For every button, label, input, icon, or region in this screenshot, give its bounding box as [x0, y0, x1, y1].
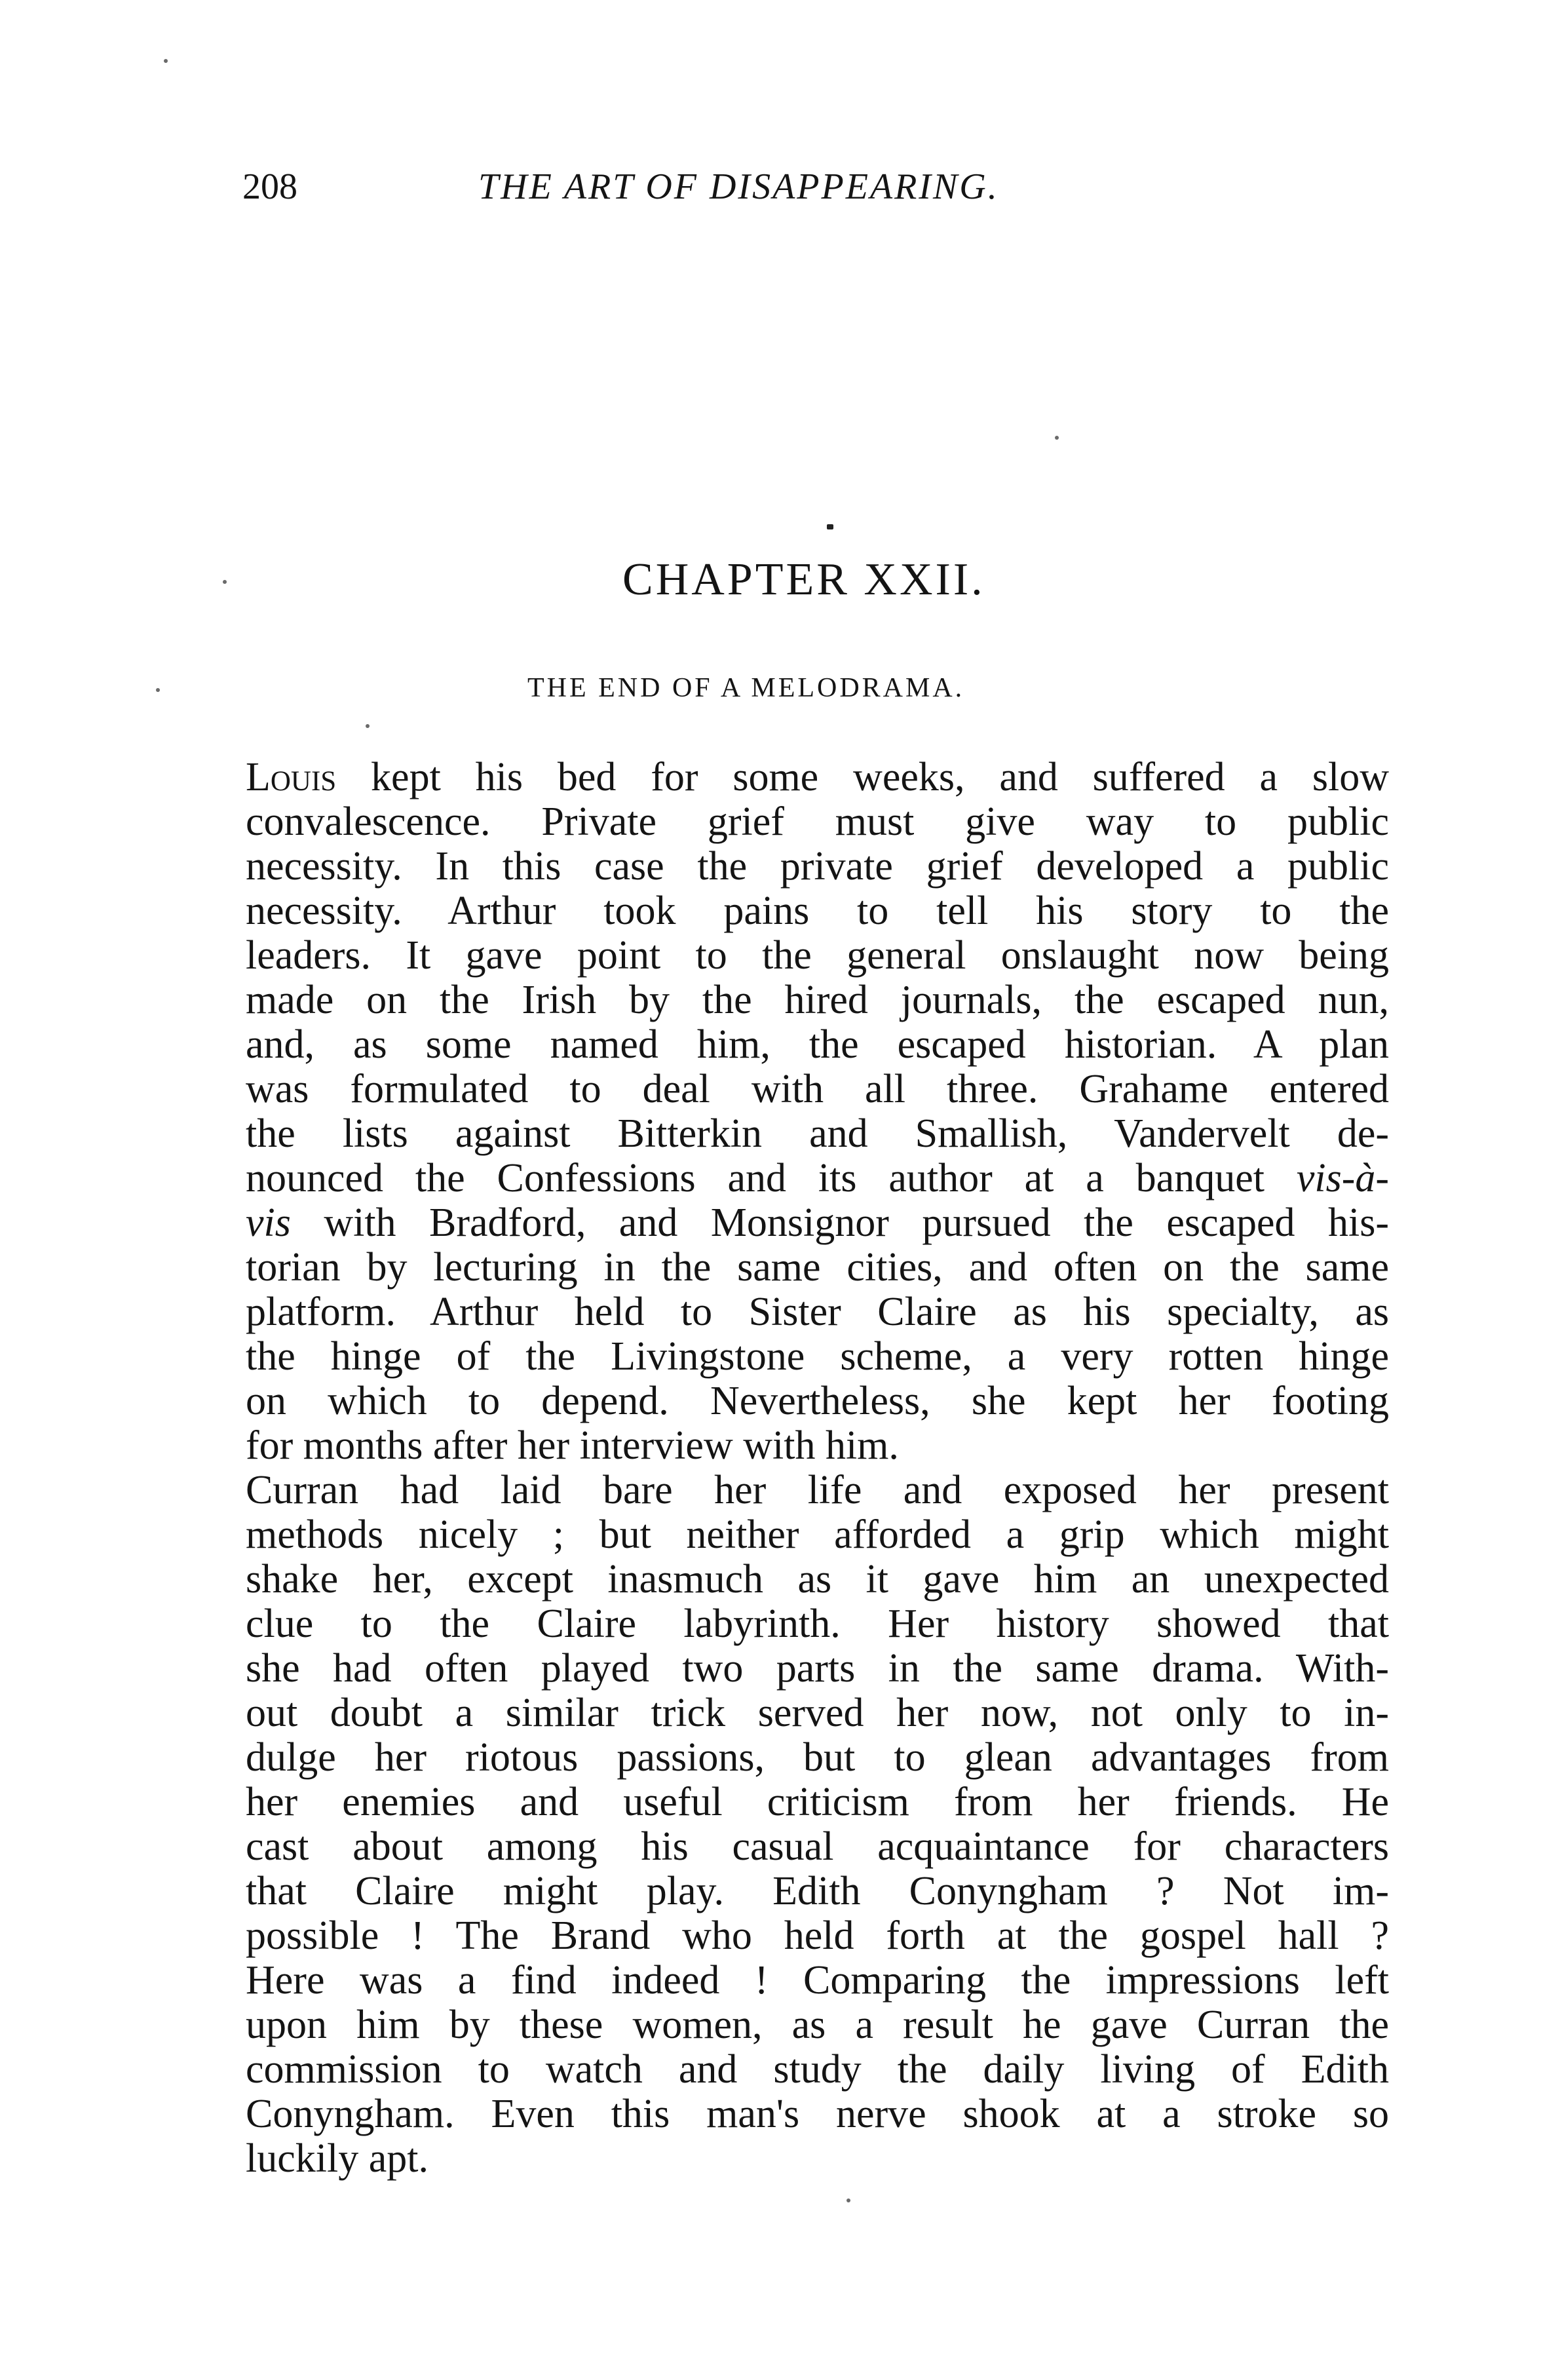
text-line: the lists against Bitterkin and Smallish, Vandervelt de- — [246, 1111, 1389, 1156]
text-line: necessity. Arthur took pains to tell his story to the — [246, 889, 1389, 933]
text-line: that Claire might play. Edith Conyngham ? Not im- — [246, 1869, 1389, 1913]
text-line: leaders. It gave point to the general onslaught now being — [246, 933, 1389, 978]
text-line: Louis kept his bed for some weeks, and suffered a slow — [246, 755, 1389, 799]
text-line: made on the Irish by the hired journals, the escaped nun, — [246, 978, 1389, 1022]
body-text — [246, 755, 1389, 2181]
text-line: Conyngham. Even this man's nerve shook at a stroke so — [246, 2092, 1389, 2136]
scan-speck — [366, 724, 370, 728]
italic-text: vis — [246, 1200, 291, 1245]
opening-word: Louis — [246, 755, 337, 799]
text-line: vis with Bradford, and Monsignor pursued the escaped his- — [246, 1200, 1389, 1245]
text-line: upon him by these women, as a result he gave Curran the — [246, 2003, 1389, 2047]
text-line: torian by lecturing in the same cities, and often on the same — [246, 1245, 1389, 1290]
text-line: Here was a find indeed ! Comparing the impressions left — [246, 1958, 1389, 2003]
text-line: platform. Arthur held to Sister Claire as his specialty, as — [246, 1290, 1389, 1334]
text-line: the hinge of the Livingstone scheme, a very rotten hinge — [246, 1334, 1389, 1379]
text-line: possible ! The Brand who held forth at the gospel hall ? — [246, 1913, 1389, 1958]
chapter-title: THE END OF A MELODRAMA. — [527, 673, 965, 703]
text-line: on which to depend. Nevertheless, she kept her footing — [246, 1379, 1389, 1423]
text-line: nounced the Confessions and its author at a banquet vis-à- — [246, 1156, 1389, 1200]
text-line: was formulated to deal with all three. Grahame entered — [246, 1067, 1389, 1111]
text-line: and, as some named him, the escaped historian. A plan — [246, 1022, 1389, 1067]
text-line: cast about among his casual acquaintance for characters — [246, 1824, 1389, 1869]
scan-speck — [1055, 436, 1059, 440]
scan-speck — [223, 580, 227, 584]
page-number: 208 — [242, 166, 297, 207]
running-title: THE ART OF DISAPPEARING. — [478, 166, 999, 207]
text-line: clue to the Claire labyrinth. Her history showed that — [246, 1602, 1389, 1646]
scan-speck — [164, 59, 168, 63]
text-line: convalescence. Private grief must give way to public — [246, 799, 1389, 844]
paragraph-end-line: luckily apt. — [246, 2136, 428, 2181]
text-line: dulge her riotous passions, but to glean advantages from — [246, 1735, 1389, 1780]
scan-speck — [847, 2198, 850, 2202]
ink-mark — [827, 524, 833, 529]
text-line: her enemies and useful criticism from her friends. He — [246, 1780, 1389, 1824]
scan-speck — [156, 688, 160, 692]
text-line: Curran had laid bare her life and exposed her present — [246, 1468, 1389, 1512]
text-line: commission to watch and study the daily living of Edith — [246, 2047, 1389, 2092]
running-head — [242, 157, 1402, 216]
text-line: out doubt a similar trick served her now, not only to in- — [246, 1691, 1389, 1735]
paragraph-end-line: for months after her interview with him. — [246, 1423, 899, 1468]
text-line: methods nicely ; but neither afforded a grip which might — [246, 1512, 1389, 1557]
text-line: she had often played two parts in the same drama. With- — [246, 1646, 1389, 1691]
italic-text: vis-à- — [1296, 1156, 1389, 1200]
chapter-heading: CHAPTER XXII. — [622, 554, 985, 605]
text-line: shake her, except inasmuch as it gave him an unexpected — [246, 1557, 1389, 1602]
text-line: necessity. In this case the private grief developed a public — [246, 844, 1389, 889]
